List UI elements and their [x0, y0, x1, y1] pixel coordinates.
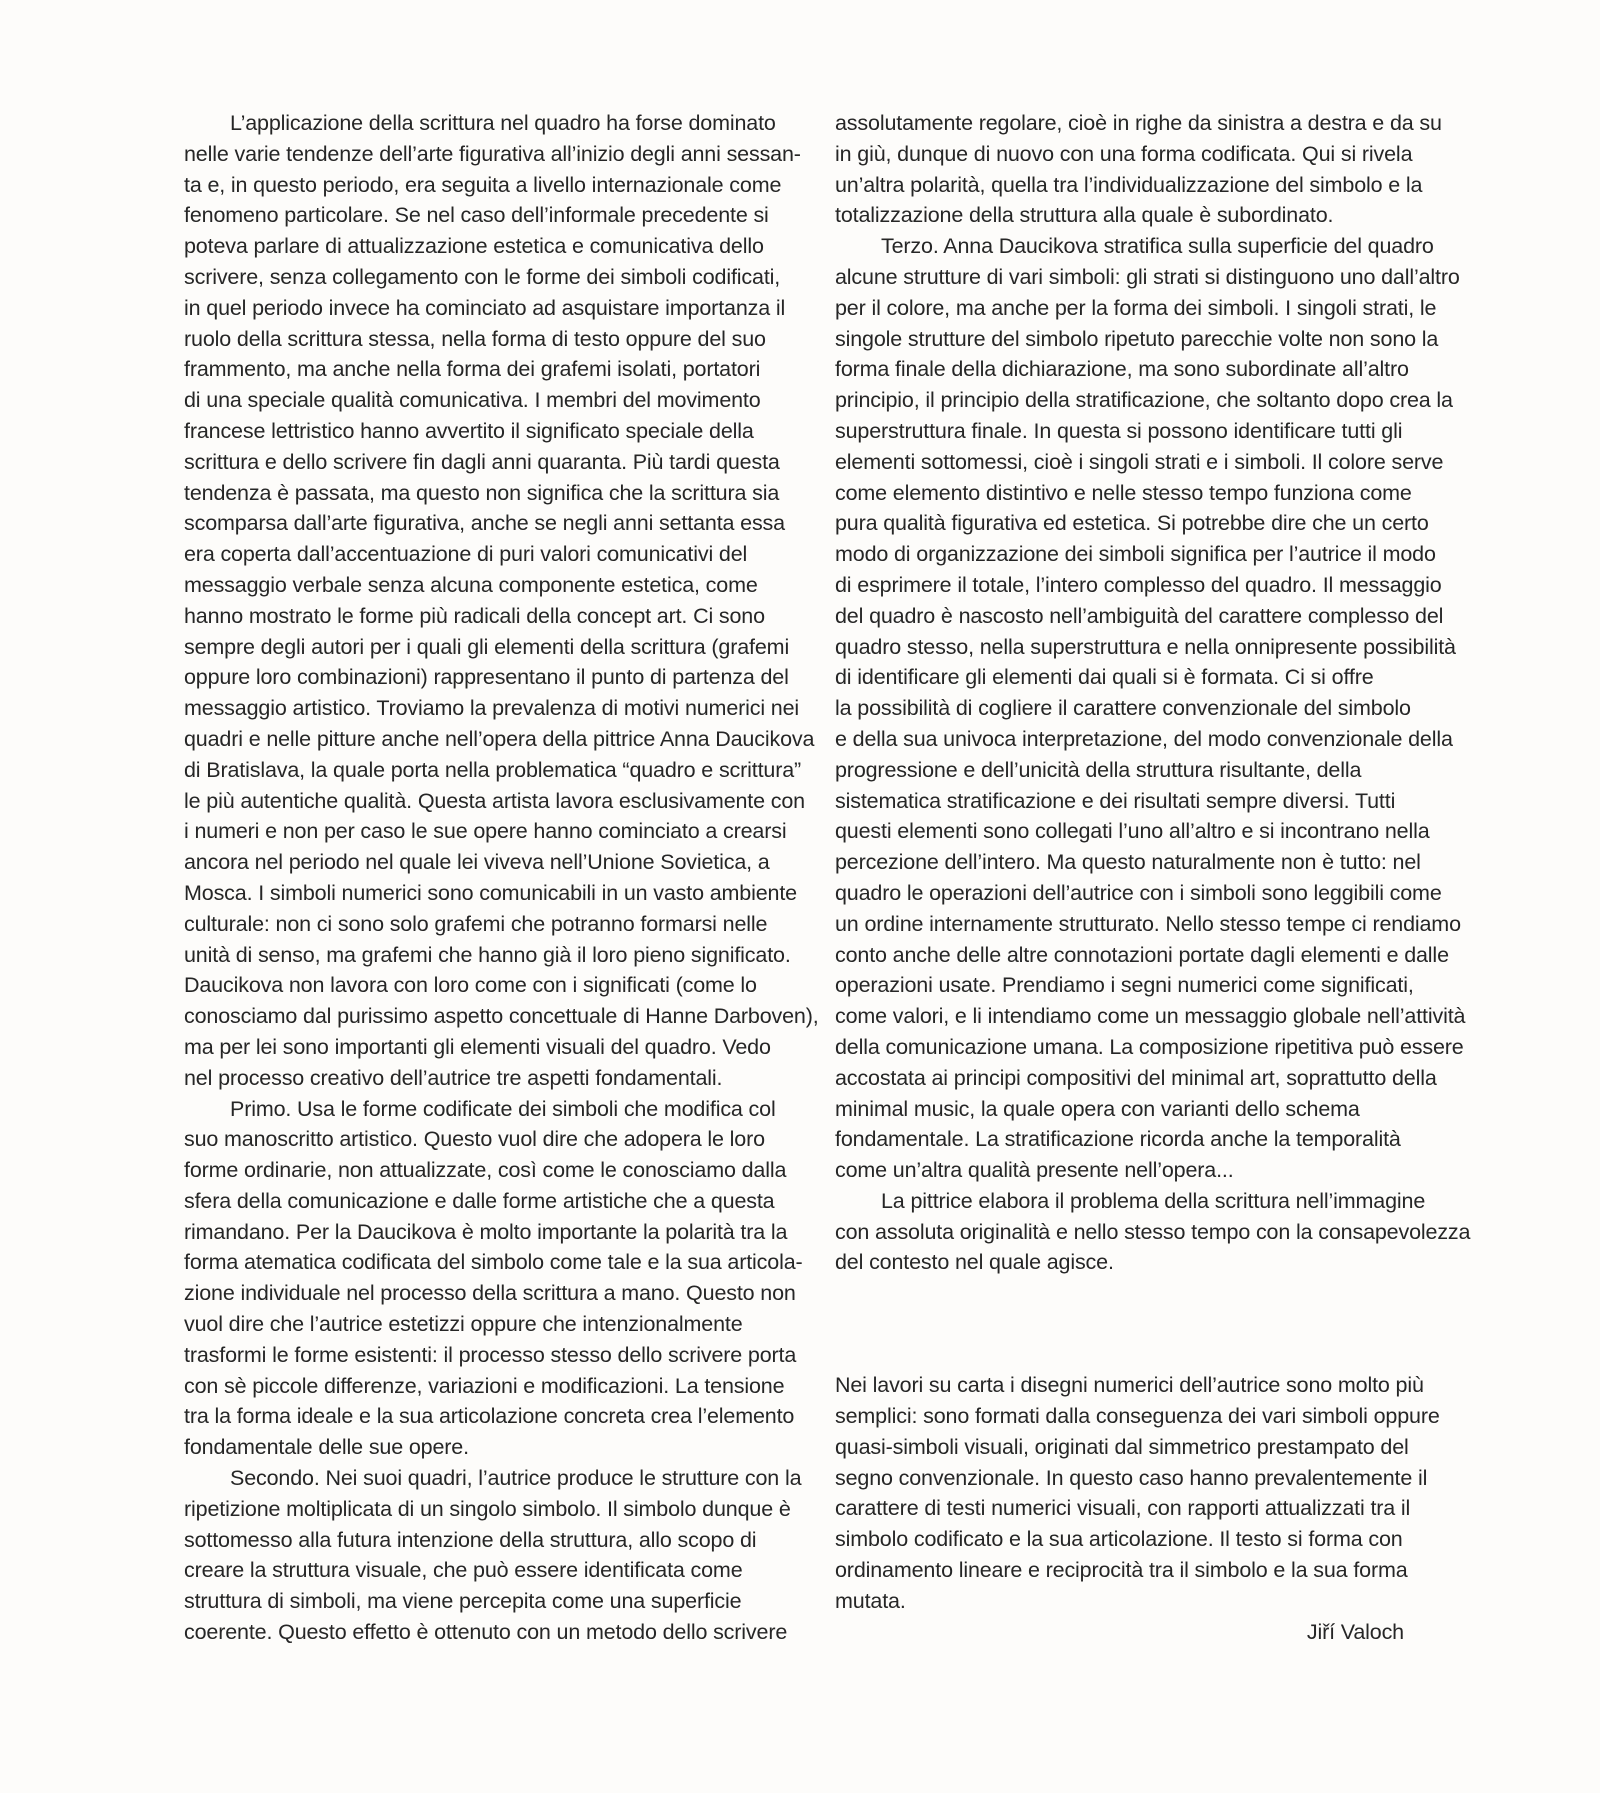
text-line: la possibilità di cogliere il carattere convenzionale del simbolo: [835, 696, 1411, 721]
text-line: pura qualità figurativa ed estetica. Si potrebbe dire che un certo: [835, 511, 1429, 536]
text-line: unità di senso, ma grafemi che hanno già il loro pieno significato.: [184, 942, 791, 967]
text-line: semplici: sono formati dalla conseguenza dei vari simboli oppure: [835, 1404, 1440, 1429]
text-line: sempre degli autori per i quali gli elementi della scrittura (grafemi: [184, 634, 790, 659]
text-line: forme ordinarie, non attualizzate, così come le conosciamo dalla: [184, 1158, 787, 1183]
text-line: scomparsa dall’arte figurativa, anche se negli anni settanta essa: [184, 511, 785, 536]
paragraph-first-line: Terzo. Anna Daucikova stratifica sulla superficie del quadro: [881, 234, 1434, 259]
text-line: sistematica stratificazione e dei risultati sempre diversi. Tutti: [835, 788, 1396, 813]
text-line: con sè piccole differenze, variazioni e modificazioni. La tensione: [184, 1373, 785, 1398]
text-line: hanno mostrato le forme più radicali della concept art. Ci sono: [184, 603, 765, 628]
text-line: fondamentale. La stratificazione ricorda anche la temporalità: [835, 1127, 1401, 1152]
text-line: del contesto nel quale agisce.: [835, 1250, 1114, 1275]
paragraph-first-line: Primo. Usa le forme codificate dei simboli che modifica col: [230, 1096, 776, 1121]
text-line: di una speciale qualità comunicativa. I membri del movimento: [184, 388, 761, 413]
text-line: rimandano. Per la Daucikova è molto importante la polarità tra la: [184, 1219, 788, 1244]
text-line: come elemento distintivo e nelle stesso tempo funziona come: [835, 480, 1412, 505]
text-line: scrivere, senza collegamento con le forme dei simboli codificati,: [184, 264, 781, 289]
text-line: superstruttura finale. In questa si possono identificare tutti gli: [835, 418, 1403, 443]
text-line: accostata ai principi compositivi del minimal art, soprattutto della: [835, 1065, 1437, 1090]
text-line: nelle varie tendenze dell’arte figurativa all’inizio degli anni sessan-: [184, 141, 801, 166]
text-line: oppure loro combinazioni) rappresentano il punto di partenza del: [184, 665, 789, 690]
text-line: coerente. Questo effetto è ottenuto con un metodo dello scrivere: [184, 1620, 788, 1645]
text-line: francese lettristico hanno avvertito il significato speciale della: [184, 418, 754, 443]
text-line: tra la forma ideale e la sua articolazione concreta crea l’elemento: [184, 1404, 795, 1429]
text-line: ancora nel periodo nel quale lei viveva nell’Unione Sovietica, a: [184, 850, 770, 875]
text-line: creare la struttura visuale, che può essere identificata come: [184, 1558, 743, 1583]
right-text-column: [835, 108, 1475, 1647]
text-line: per il colore, ma anche per la forma dei simboli. I singoli strati, le: [835, 295, 1437, 320]
text-line: ma per lei sono importanti gli elementi visuali del quadro. Vedo: [184, 1034, 771, 1059]
paragraph-first-line: La pittrice elabora il problema della scrittura nell’immagine: [881, 1188, 1426, 1213]
paragraph-first-line: L’applicazione della scrittura nel quadro ha forse dominato: [230, 111, 776, 135]
text-line: quadro stesso, nella superstruttura e nella onnipresente possibilità: [835, 634, 1456, 659]
text-line: come un’altra qualità presente nell’opera...: [835, 1158, 1234, 1183]
text-line: totalizzazione della struttura alla quale è subordinato.: [835, 203, 1334, 228]
text-line: modo di organizzazione dei simboli significa per l’autrice il modo: [835, 542, 1436, 567]
text-line: segno convenzionale. In questo caso hanno prevalentemente il: [835, 1465, 1428, 1490]
text-line: e della sua univoca interpretazione, del modo convenzionale della: [835, 726, 1453, 751]
text-line: era coperta dall’accentuazione di puri valori comunicativi del: [184, 542, 748, 567]
text-line: elementi sottomessi, cioè i singoli strati e i simboli. Il colore serve: [835, 449, 1444, 474]
paragraph-first-line: Secondo. Nei suoi quadri, l’autrice produce le strutture con la: [230, 1466, 802, 1491]
text-line: suo manoscritto artistico. Questo vuol dire che adopera le loro: [184, 1127, 765, 1152]
text-line: scrittura e dello scrivere fin dagli anni quaranta. Più tardi questa: [184, 449, 780, 474]
text-line: fondamentale delle sue opere.: [184, 1435, 469, 1460]
text-line: frammento, ma anche nella forma dei grafemi isolati, portatori: [184, 357, 761, 382]
left-text-column: [184, 108, 824, 1648]
text-line: operazioni usate. Prendiamo i segni numerici come significati,: [835, 973, 1414, 998]
text-line: in giù, dunque di nuovo con una forma codificata. Qui si rivela: [835, 141, 1413, 166]
text-line: culturale: non ci sono solo grafemi che potranno formarsi nelle: [184, 911, 768, 936]
section-spacer: [835, 1278, 1475, 1370]
text-line: assolutamente regolare, cioè in righe da sinistra a destra e da su: [835, 111, 1442, 135]
text-line: singole strutture del simbolo ripetuto parecchie volte non sono la: [835, 326, 1439, 351]
text-line: Daucikova non lavora con loro come con i significati (come lo: [184, 973, 757, 998]
text-line: fenomeno particolare. Se nel caso dell’informale precedente si: [184, 203, 769, 228]
text-line: vuol dire che l’autrice estetizzi oppure che intenzionalmente: [184, 1312, 743, 1337]
text-line: forma finale della dichiarazione, ma sono subordinate all’altro: [835, 357, 1409, 382]
text-line: nel processo creativo dell’autrice tre aspetti fondamentali.: [184, 1065, 723, 1090]
text-line: percezione dell’intero. Ma questo naturalmente non è tutto: nel: [835, 850, 1421, 875]
text-line: Nei lavori su carta i disegni numerici dell’autrice sono molto più: [835, 1373, 1424, 1398]
text-line: ordinamento lineare e reciprocità tra il simbolo e la sua forma: [835, 1558, 1408, 1583]
text-line: di identificare gli elementi dai quali si è formata. Ci si offre: [835, 665, 1374, 690]
text-line: tendenza è passata, ma questo non significa che la scrittura sia: [184, 480, 780, 505]
text-line: forma atematica codificata del simbolo come tale e la sua articola-: [184, 1250, 803, 1275]
text-line: di esprimere il totale, l’intero complesso del quadro. Il messaggio: [835, 572, 1442, 597]
text-line: di Bratislava, la quale porta nella problematica “quadro e scrittura”: [184, 757, 802, 782]
text-line: carattere di testi numerici visuali, con rapporti attualizzati tra il: [835, 1496, 1411, 1521]
text-line: progressione e dell’unicità della struttura risultante, della: [835, 757, 1362, 782]
text-line: ripetizione moltiplicata di un singolo simbolo. Il simbolo dunque è: [184, 1496, 791, 1521]
text-line: ta e, in questo periodo, era seguita a livello internazionale come: [184, 172, 782, 197]
text-line: trasformi le forme esistenti: il processo stesso dello scrivere porta: [184, 1342, 797, 1367]
text-line: quasi-simboli visuali, originati dal simmetrico prestampato del: [835, 1434, 1409, 1459]
text-line: mutata.: [835, 1588, 906, 1613]
text-line: ruolo della scrittura stessa, nella forma di testo oppure del suo: [184, 326, 766, 351]
text-line: Mosca. I simboli numerici sono comunicabili in un vasto ambiente: [184, 880, 797, 905]
text-line: principio, il principio della stratificazione, che soltanto dopo crea la: [835, 388, 1453, 413]
text-line: un’altra polarità, quella tra l’individualizzazione del simbolo e la: [835, 172, 1423, 197]
text-line: sfera della comunicazione e dalle forme artistiche che a questa: [184, 1188, 775, 1213]
text-line: messaggio artistico. Troviamo la prevalenza di motivi numerici nei: [184, 696, 800, 721]
author-signature: Jiří Valoch: [1306, 1619, 1404, 1644]
text-line: sottomesso alla futura intenzione della struttura, allo scopo di: [184, 1527, 757, 1552]
text-line: simbolo codificato e la sua articolazione. Il testo si forma con: [835, 1527, 1403, 1552]
text-line: i numeri e non per caso le sue opere hanno cominciato a crearsi: [184, 819, 787, 844]
text-line: come valori, e li intendiamo come un messaggio globale nell’attività: [835, 1004, 1466, 1029]
text-line: le più autentiche qualità. Questa artista lavora esclusivamente con: [184, 788, 805, 813]
text-line: conto anche delle altre connotazioni portate dagli elementi e dalle: [835, 942, 1449, 967]
text-line: in quel periodo invece ha cominciato ad asquistare importanza il: [184, 295, 786, 320]
text-line: quadri e nelle pitture anche nell’opera della pittrice Anna Daucikova: [184, 726, 815, 751]
text-line: questi elementi sono collegati l’uno all’altro e si incontrano nella: [835, 819, 1430, 844]
text-line: poteva parlare di attualizzazione estetica e comunicativa dello: [184, 234, 764, 259]
text-line: messaggio verbale senza alcuna componente estetica, come: [184, 572, 758, 597]
text-line: conosciamo dal purissimo aspetto concettuale di Hanne Darboven),: [184, 1004, 819, 1029]
text-line: zione individuale nel processo della scrittura a mano. Questo non: [184, 1281, 796, 1306]
text-line: con assoluta originalità e nello stesso tempo con la consapevolezza: [835, 1219, 1471, 1244]
text-line: quadro le operazioni dell’autrice con i simboli sono leggibili come: [835, 880, 1442, 905]
text-line: struttura di simboli, ma viene percepita come una superficie: [184, 1589, 742, 1614]
text-line: un ordine internamente strutturato. Nello stesso tempe ci rendiamo: [835, 911, 1461, 936]
text-line: della comunicazione umana. La composizione ripetitiva può essere: [835, 1034, 1464, 1059]
text-line: minimal music, la quale opera con varianti dello schema: [835, 1096, 1360, 1121]
text-line: del quadro è nascosto nell’ambiguità del carattere complesso del: [835, 603, 1444, 628]
text-line: alcune strutture di vari simboli: gli strati si distinguono uno dall’altro: [835, 264, 1460, 289]
